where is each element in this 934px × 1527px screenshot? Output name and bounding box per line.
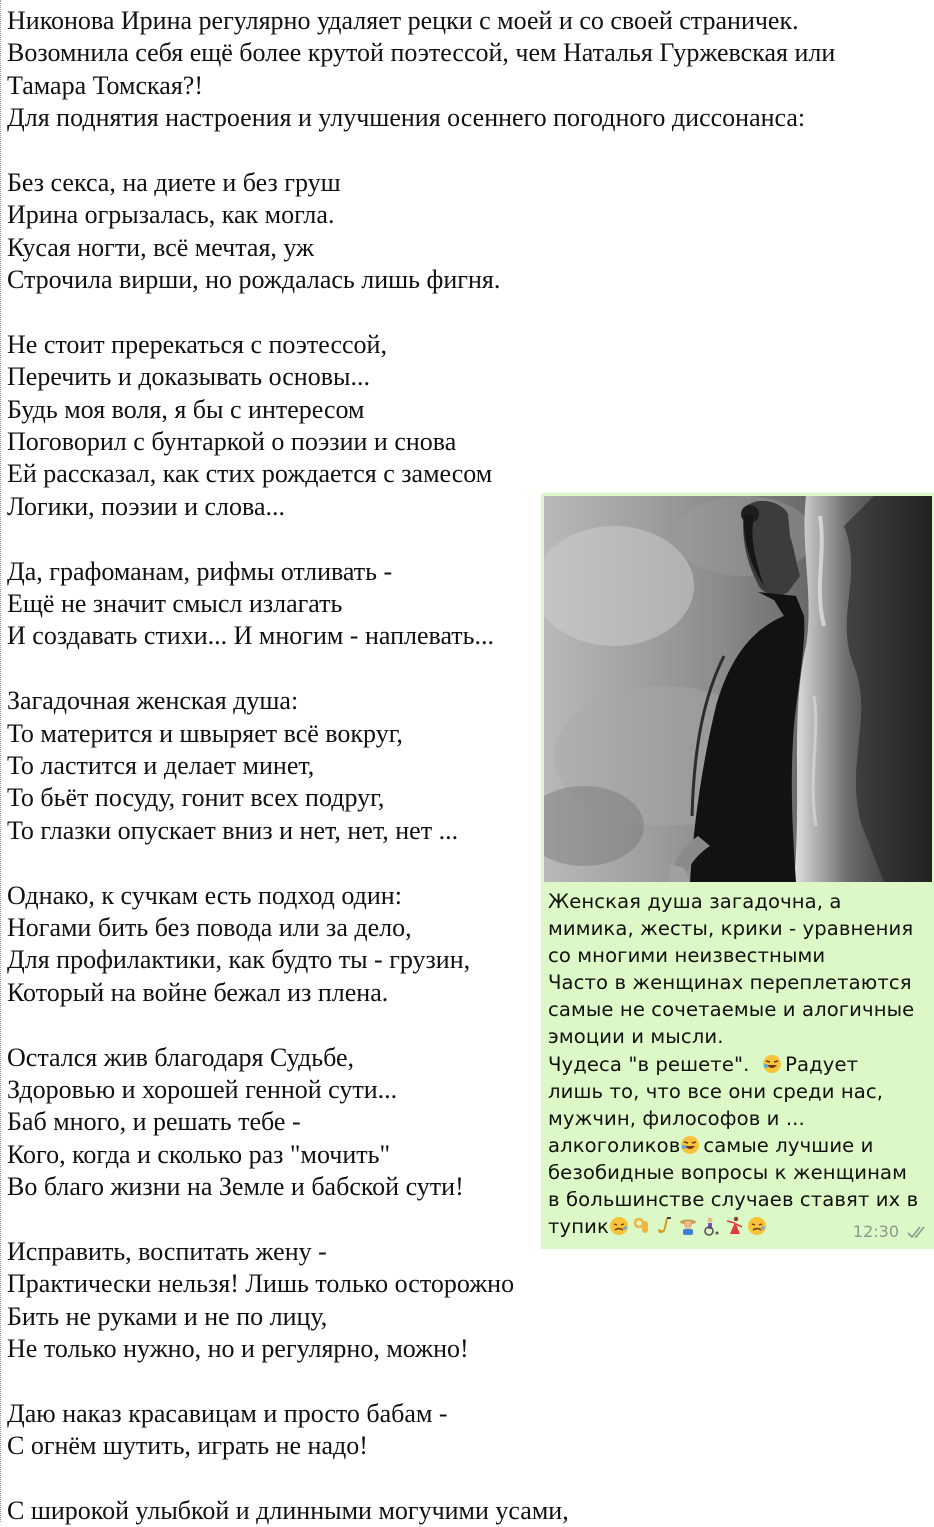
poem-line: Исправить, воспитать жену - bbox=[7, 1236, 327, 1266]
poem-line: Кого, когда и сколько раз "мочить" bbox=[7, 1139, 391, 1169]
poem-line: Будь моя воля, я бы с интересом bbox=[7, 394, 365, 424]
caption-line bbox=[548, 1051, 924, 1078]
sad-face-emoji bbox=[747, 1216, 767, 1236]
poem-line: Ногами бить без повода или за дело, bbox=[7, 912, 412, 942]
poem-line: Здоровью и хорошей генной сути... bbox=[7, 1074, 398, 1104]
intro-line: Возомнила себя ещё более крутой поэтессой, чем Наталья Гуржевская или bbox=[7, 38, 836, 68]
poem-line: Ей рассказал, как стих рождается с замесом bbox=[7, 459, 493, 489]
poem-line: Поговорил с бунтаркой о поэзии и снова bbox=[7, 427, 457, 457]
intro-line: Никонова Ирина регулярно удаляет рецки с моей и со своей страничек. bbox=[7, 6, 799, 35]
poem-line: То глазки опускает вниз и нет, нет, нет ... bbox=[7, 815, 459, 845]
stanza bbox=[7, 167, 927, 297]
poem-line: Ещё не значит смысл излагать bbox=[7, 589, 343, 619]
saxophone-emoji bbox=[655, 1216, 675, 1236]
caption-line: Часто в женщинах переплетаются bbox=[548, 971, 912, 995]
poem-line: Баб много, и решать тебе - bbox=[7, 1107, 301, 1137]
poem-line: Загадочная женская душа: bbox=[7, 686, 299, 716]
poem-line: Во благо жизни на Земле и бабской сути! bbox=[7, 1172, 464, 1202]
poem-line: Остался жив благодаря Судьбе, bbox=[7, 1042, 355, 1072]
poem-line: То бьёт посуду, гонит всех подруг, bbox=[7, 783, 385, 813]
poem-line: Да, графоманам, рифмы отливать - bbox=[7, 556, 393, 586]
caption-segment: самые лучшие и bbox=[703, 1133, 874, 1157]
caption-segment: тупик bbox=[548, 1215, 609, 1239]
sad-face-emoji bbox=[609, 1216, 629, 1236]
poem-line: Практически нельзя! Лишь только осторожно bbox=[7, 1269, 515, 1299]
poem-line: Без секса, на диете и без груш bbox=[7, 167, 341, 197]
caption-line: Женская душа загадочна, а bbox=[548, 890, 842, 913]
caption-line: мужчин, философов и ... bbox=[548, 1106, 805, 1130]
ok-hand-emoji bbox=[632, 1216, 652, 1236]
woman-at-wall-photo bbox=[544, 496, 932, 882]
caption-segment: Чудеса "в решете". bbox=[548, 1052, 750, 1076]
intro-line: Тамара Томская?! bbox=[7, 70, 203, 100]
dancer-emoji bbox=[724, 1216, 744, 1236]
caption-line: в большинстве случаев ставят их в bbox=[548, 1188, 919, 1212]
poem-line: Который на войне бежал из плена. bbox=[7, 977, 389, 1007]
chat-message-card bbox=[541, 493, 934, 1249]
intro-block bbox=[7, 5, 927, 135]
caption-line: со многими неизвестными bbox=[548, 944, 826, 968]
poem-line: То матерится и швыряет всё вокруг, bbox=[7, 718, 403, 748]
caption-line: лишь то, что все они среди нас, bbox=[548, 1079, 884, 1103]
message-caption bbox=[548, 888, 924, 1240]
poem-line: Ирина огрызалась, как могла. bbox=[7, 200, 335, 230]
message-meta bbox=[853, 1222, 929, 1241]
caption-line: мимика, жесты, крики - уравнения bbox=[548, 917, 914, 941]
read-receipt-icon bbox=[907, 1225, 929, 1239]
farmer-emoji bbox=[678, 1216, 698, 1236]
caption-line: эмоции и мысли. bbox=[548, 1025, 724, 1049]
caption-line: самые не сочетаемые и алогичные bbox=[548, 998, 915, 1022]
message-time: 12:30 bbox=[852, 1222, 899, 1241]
poem-line: И создавать стихи... И многим - наплевать... bbox=[7, 621, 495, 651]
caption-line bbox=[548, 1132, 924, 1159]
poem-line: Даю наказ красавицам и просто бабам - bbox=[7, 1398, 448, 1428]
poem-line: Логики, поэзии и слова... bbox=[7, 491, 286, 521]
poem-line: Не только нужно, но и регулярно, можно! bbox=[7, 1334, 469, 1364]
poem-line: Для профилактики, как будто ты - грузин, bbox=[7, 945, 471, 975]
rolling-laughing-emoji bbox=[680, 1135, 700, 1155]
poem-line: Однако, к сучкам есть подход один: bbox=[7, 880, 402, 910]
poem-line: Бить не руками и не по лицу, bbox=[7, 1301, 328, 1331]
poem-line: Перечить и доказывать основы... bbox=[7, 362, 370, 392]
caption-segment: Радует bbox=[785, 1052, 859, 1076]
intro-line: Для поднятия настроения и улучшения осеннего погодного диссонанса: bbox=[7, 103, 806, 133]
poem-line: С широкой улыбкой и длинными могучими усами, bbox=[7, 1495, 569, 1525]
stanza bbox=[7, 1398, 927, 1463]
poem-line: Кусая ногти, всё мечтая, уж bbox=[7, 232, 315, 262]
caption-line: безобидные вопросы к женщинам bbox=[548, 1160, 907, 1184]
wheelchair-emoji bbox=[701, 1216, 721, 1236]
stanza bbox=[7, 1236, 927, 1366]
caption-segment: алкоголиков bbox=[548, 1133, 681, 1157]
poem-line: Не стоит пререкаться с поэтессой, bbox=[7, 329, 387, 359]
stanza bbox=[7, 1495, 927, 1527]
poem-line: С огнём шутить, играть не надо! bbox=[7, 1431, 368, 1461]
poem-line: То ластится и делает минет, bbox=[7, 750, 315, 780]
rolling-laughing-emoji bbox=[762, 1054, 782, 1074]
poem-line: Строчила вирши, но рождалась лишь фигня. bbox=[7, 265, 501, 295]
